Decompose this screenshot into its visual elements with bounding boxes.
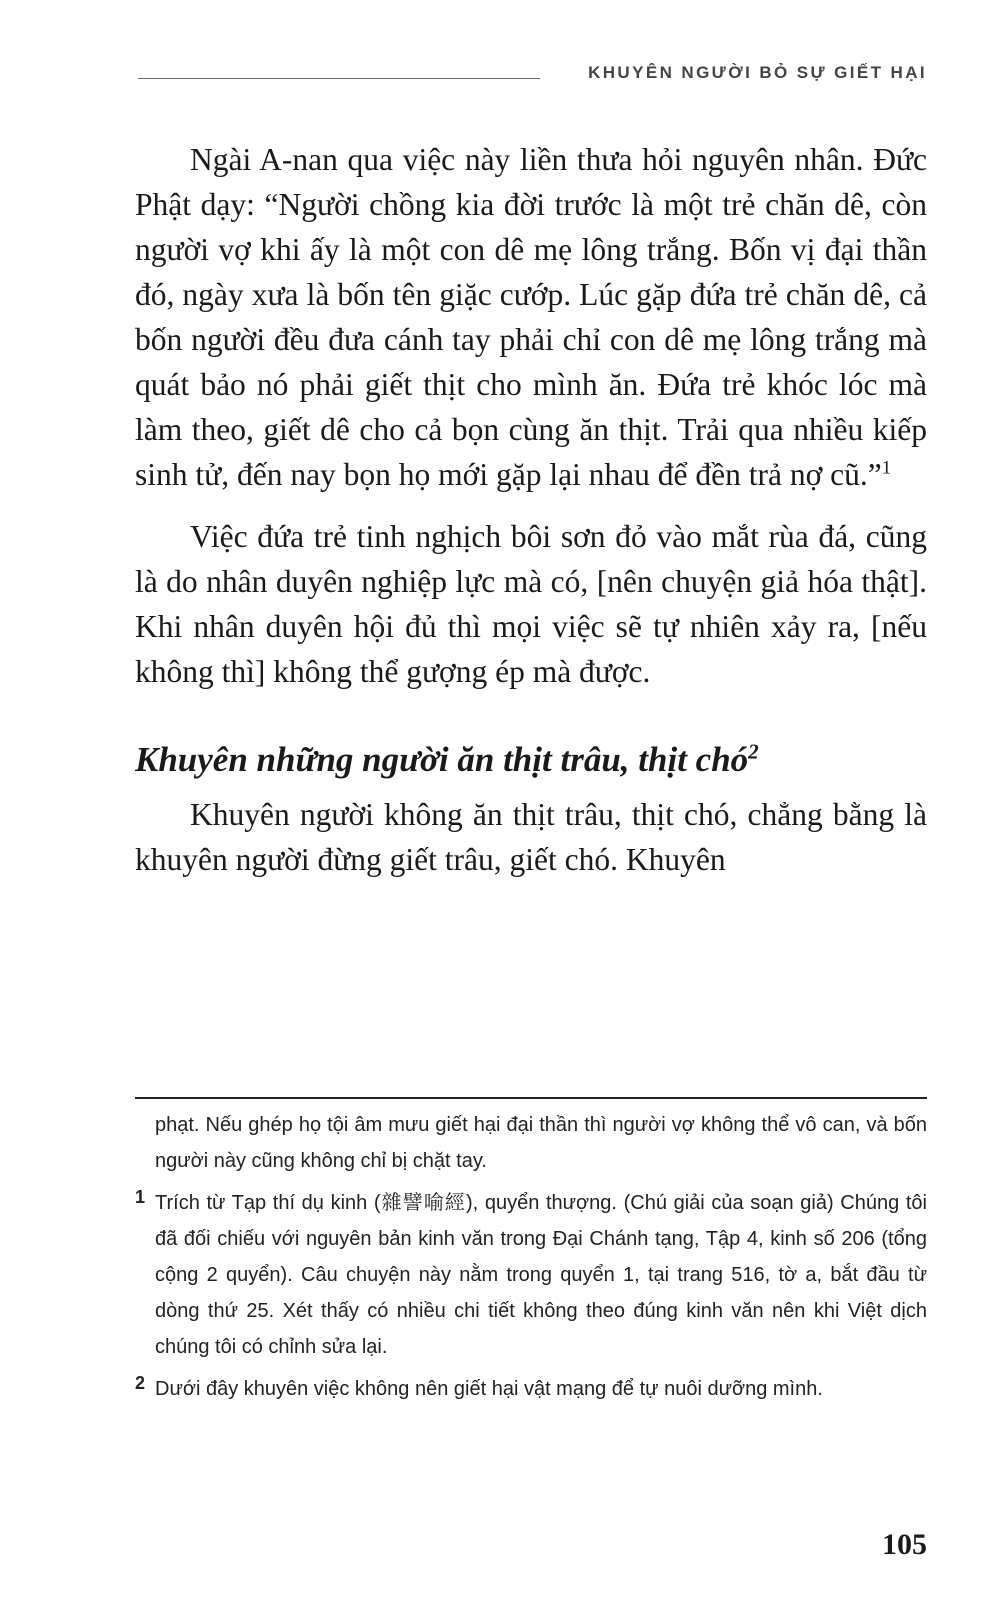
main-text <box>135 137 927 899</box>
footnote-ref[interactable]: 2 <box>748 739 759 764</box>
footnotes <box>135 1107 927 1413</box>
footnote-item <box>135 1185 927 1365</box>
footnote-text: Trích từ Tạp thí dụ kinh (雜譬喻經), quyển thượng. (Chú giải của soạn giả) Chúng tôi đã đối chiếu với nguyên bản kinh văn trong Đại Chánh tạng, Tập 4, kinh số 206 (tổng cộng 2 quyển). Câu chuyện này nằm trong quyển 1, tại trang 516, tờ a, bắt đầu từ dòng thứ 25. Xét thấy có nhiều chi tiết không theo đúng kinh văn nên khi Việt dịch chúng tôi có chỉnh sửa lại. <box>155 1192 927 1358</box>
header-rule <box>138 78 540 79</box>
footnote-item <box>135 1371 927 1407</box>
footnote-ref[interactable]: 1 <box>881 457 892 479</box>
footnote-divider <box>135 1097 927 1099</box>
section-heading-text: Khuyên những người ăn thịt trâu, thịt chó <box>135 740 749 779</box>
footnote-number: 2 <box>135 1373 146 1393</box>
footnote-text: Dưới đây khuyên việc không nên giết hại vật mạng để tự nuôi dưỡng mình. <box>155 1378 823 1400</box>
running-head: KHUYÊN NGƯỜI BỎ SỰ GIẾT HẠI <box>588 63 927 82</box>
paragraph <box>135 137 927 497</box>
footnote-continuation: phạt. Nếu ghép họ tội âm mưu giết hại đại thần thì người vợ không thể vô can, và bốn người này cũng không chỉ bị chặt tay. <box>155 1114 927 1172</box>
paragraph: Khuyên người không ăn thịt trâu, thịt chó, chẳng bằng là khuyên người đừng giết trâu, giết chó. Khuyên <box>135 797 927 877</box>
footnote-number: 1 <box>135 1187 146 1207</box>
page-number: 105 <box>882 1528 927 1561</box>
section-heading <box>135 735 927 785</box>
paragraph: Việc đứa trẻ tinh nghịch bôi sơn đỏ vào mắt rùa đá, cũng là do nhân duyên nghiệp lực mà có, [nên chuyện giả hóa thật]. Khi nhân duyên hội đủ thì mọi việc sẽ tự nhiên xảy ra, [nếu không thì] không thể gượng ép mà được. <box>135 519 927 689</box>
paragraph-text: Ngài A-nan qua việc này liền thưa hỏi nguyên nhân. Đức Phật dạy: “Người chồng kia đời trước là một trẻ chăn dê, còn người vợ khi ấy là một con dê mẹ lông trắng. Bốn vị đại thần đó, ngày xưa là bốn tên giặc cướp. Lúc gặp đứa trẻ chăn dê, cả bốn người đều đưa cánh tay phải chỉ con dê mẹ lông trắng mà quát bảo nó phải giết thịt cho mình ăn. Đứa trẻ khóc lóc mà làm theo, giết dê cho cả bọn cùng ăn thịt. Trải qua nhiều kiếp sinh tử, đến nay bọn họ mới gặp lại nhau để đền trả nợ cũ.” <box>135 142 927 492</box>
